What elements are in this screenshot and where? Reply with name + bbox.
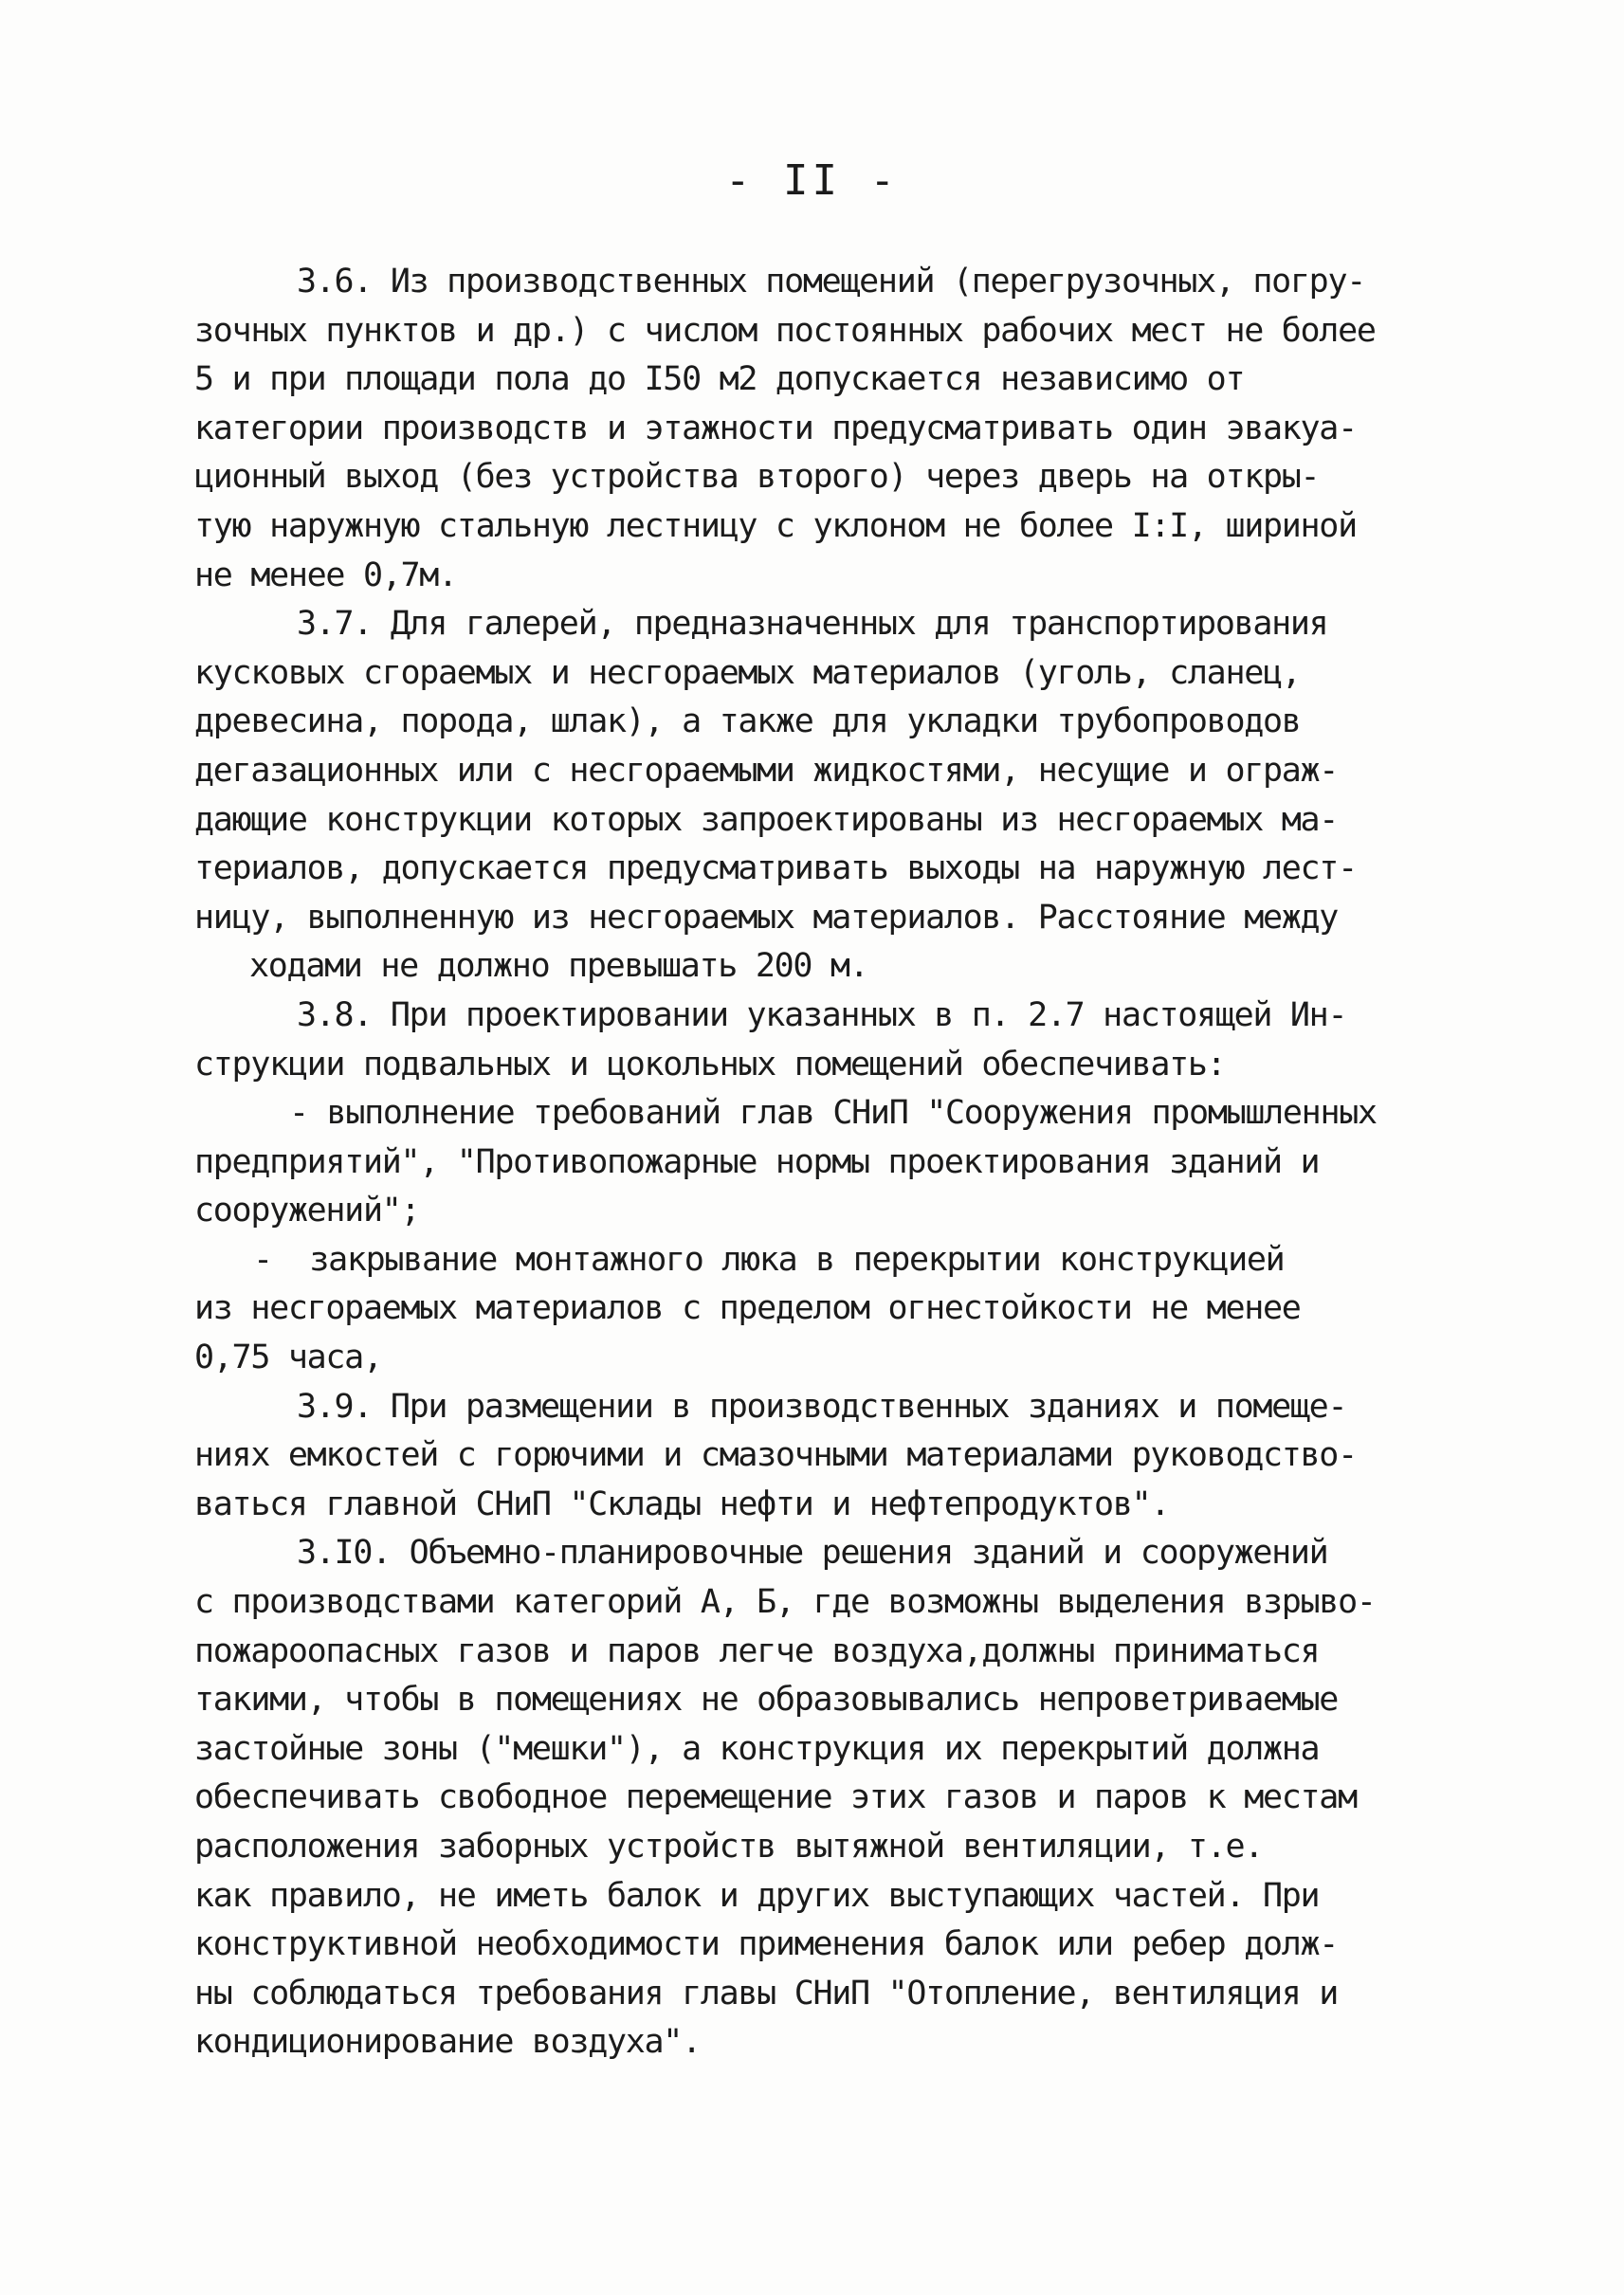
paragraph-3-10-line: застойные зоны ("мешки"), а конструкция их перекрытий должна xyxy=(194,1729,1320,1768)
paragraph-3-6-line: тую наружную стальную лестницу с уклоном не более I:I, шириной xyxy=(194,506,1357,545)
paragraph-3-8-line: 3.8. При проектировании указанных в п. 2.7 настоящей Ин- xyxy=(297,995,1347,1034)
paragraph-3-7-line: териалов, допускается предусматривать выходы на наружную лест- xyxy=(194,849,1357,888)
paragraph-3-6-line: 5 и при площади пола до I50 м2 допускается независимо от xyxy=(194,360,1245,399)
paragraph-3-10-line: с производствами категорий А, Б, где возможны выделения взрыво- xyxy=(194,1583,1376,1622)
paragraph-3-8-line: - закрывание монтажного люка в перекрытии конструкцией xyxy=(253,1240,1285,1279)
paragraph-3-8-line: струкции подвальных и цокольных помещений обеспечивать: xyxy=(194,1045,1226,1084)
paragraph-3-10-line: как правило, не иметь балок и других выступающих частей. При xyxy=(194,1876,1320,1915)
paragraph-3-7-line: дегазационных или с несгораемыми жидкостями, несущие и ограж- xyxy=(194,751,1339,790)
paragraph-3-6-line: не менее 0,7м. xyxy=(194,556,457,594)
paragraph-3-8-line: из несгораемых материалов с пределом огнестойкости не менее xyxy=(194,1289,1301,1328)
paragraph-3-10-line: пожароопасных газов и паров легче воздуха,должны приниматься xyxy=(194,1631,1320,1670)
body-text xyxy=(194,258,1474,2067)
paragraph-3-10-line: конструктивной необходимости применения балок или ребер долж- xyxy=(194,1925,1339,1964)
paragraph-3-9-line: ваться главной СНиП "Склады нефти и нефтепродуктов". xyxy=(194,1484,1170,1523)
paragraph-3-6-line: зочных пунктов и др.) с числом постоянных рабочих мест не более xyxy=(194,311,1376,350)
paragraph-3-8-line: 0,75 часа, xyxy=(194,1339,382,1377)
paragraph-3-9-line: ниях емкостей с горючими и смазочными материалами руководство- xyxy=(194,1436,1357,1475)
paragraph-3-8-line: - выполнение требований глав СНиП "Сооружения промышленных xyxy=(289,1094,1377,1133)
paragraph-3-8-line: предприятий", "Противопожарные нормы проектирования зданий и xyxy=(194,1142,1320,1181)
paragraph-3-7-line: ходами не должно превышать 200 м. xyxy=(249,947,868,986)
paragraph-3-7-line: древесина, порода, шлак), а также для укладки трубопроводов xyxy=(194,702,1301,741)
paragraph-3-7-line: кусковых сгораемых и несгораемых материалов (уголь, сланец, xyxy=(194,653,1301,692)
paragraph-3-7-line: дающие конструкции которых запроектированы из несгораемых ма- xyxy=(194,800,1339,839)
paragraph-3-7-line: ницу, выполненную из несгораемых материалов. Расстояние между xyxy=(194,898,1339,937)
paragraph-3-10-line: 3.I0. Объемно-планировочные решения зданий и сооружений xyxy=(297,1534,1328,1573)
paragraph-3-6-line: категории производств и этажности предусматривать один эвакуа- xyxy=(194,409,1357,447)
paragraph-3-8-line: сооружений"; xyxy=(194,1192,420,1230)
paragraph-3-10-line: кондиционирование воздуха". xyxy=(194,2023,701,2062)
paragraph-3-9-line: 3.9. При размещении в производственных зданиях и помеще- xyxy=(297,1387,1347,1426)
paragraph-3-10-line: такими, чтобы в помещениях не образовывались непроветриваемые xyxy=(194,1681,1339,1720)
paragraph-3-6-line: ционный выход (без устройства второго) через дверь на откры- xyxy=(194,458,1320,497)
paragraph-3-10-line: обеспечивать свободное перемещение этих газов и паров к местам xyxy=(194,1778,1357,1817)
paragraph-3-10-line: расположения заборных устройств вытяжной вентиляции, т.е. xyxy=(194,1828,1263,1866)
paragraph-3-7-line: 3.7. Для галерей, предназначенных для транспортирования xyxy=(297,605,1328,644)
page-number: - II - xyxy=(725,156,899,205)
paragraph-3-10-line: ны соблюдаться требования главы СНиП "Отопление, вентиляция и xyxy=(194,1974,1339,2013)
paragraph-3-6-line: 3.6. Из производственных помещений (перегрузочных, погру- xyxy=(297,263,1365,301)
